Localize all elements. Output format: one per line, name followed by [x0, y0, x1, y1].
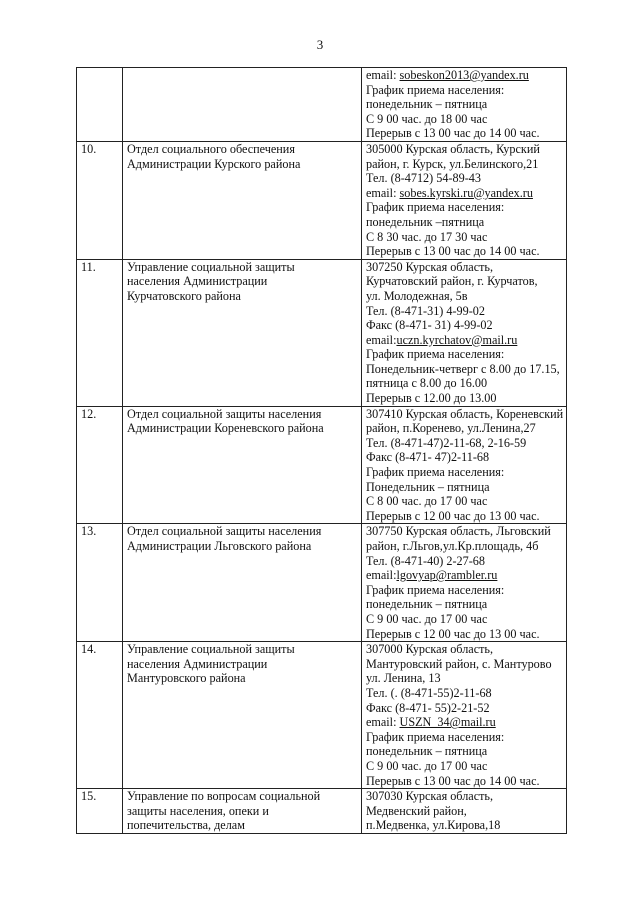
contact-text: email:	[366, 715, 400, 730]
contact-text: ул. Молодежная, 5в	[366, 288, 468, 303]
contact-text: График приема населения:	[366, 200, 505, 215]
contact-text: пятница с 8.00 до 16.00	[366, 376, 488, 391]
organization-name-line: Отдел социальной защиты населения	[127, 406, 322, 421]
contact-line	[366, 142, 563, 157]
contact-line	[366, 244, 563, 259]
contact-text: район, п.Коренево, ул.Ленина,27	[366, 421, 536, 436]
contact-line	[366, 230, 563, 245]
organization-name	[123, 68, 362, 142]
contact-line	[366, 627, 563, 642]
contact-text: С 9 00 час. до 18 00 час	[366, 111, 488, 126]
contact-line	[366, 289, 563, 304]
contact-text: Понедельник-четверг с 8.00 до 17.15,	[366, 361, 560, 376]
contact-details	[362, 406, 567, 524]
contact-text: 307030 Курская область,	[366, 789, 494, 804]
organization-name-line: Управление по вопросам социальной	[127, 789, 321, 804]
contact-text: район, г. Курск, ул.Белинского,21	[366, 156, 539, 171]
contact-line	[366, 450, 563, 465]
row-number: 12.	[77, 406, 123, 524]
contact-text: п.Медвенка, ул.Кирова,18	[366, 818, 501, 833]
contact-text: Перерыв с 13 00 час до 14 00 час.	[366, 126, 540, 141]
contact-text: Тел. (8-471-40) 2-27-68	[366, 553, 485, 568]
organization-name-line: Управление социальной защиты	[127, 642, 295, 657]
contact-line	[366, 126, 563, 141]
row-number: 14.	[77, 642, 123, 789]
contact-text: 307000 Курская область,	[366, 642, 494, 657]
contact-line	[366, 657, 563, 672]
contact-line	[366, 774, 563, 789]
contact-line	[366, 759, 563, 774]
contact-line	[366, 568, 563, 583]
contact-line	[366, 715, 563, 730]
contact-details	[362, 642, 567, 789]
contact-text: ул. Ленина, 13	[366, 671, 441, 686]
contact-line	[366, 391, 563, 406]
contact-text: Медвенский район,	[366, 803, 467, 818]
contact-text: С 9 00 час. до 17 00 час	[366, 611, 488, 626]
contact-text: Тел. (8-471-47)2-11-68, 2-16-59	[366, 435, 527, 450]
organization-name	[123, 141, 362, 259]
contact-text: email:	[366, 185, 400, 200]
contact-text: С 8 00 час. до 17 00 час	[366, 494, 488, 509]
organization-name-line: Администрации Курского района	[127, 156, 301, 171]
contact-line	[366, 376, 563, 391]
contacts-table	[76, 67, 567, 834]
table-row	[77, 406, 567, 524]
row-number: 13.	[77, 524, 123, 642]
organization-name	[123, 642, 362, 789]
contact-text: Факс (8-471- 31) 4-99-02	[366, 318, 493, 333]
row-number	[77, 68, 123, 142]
contact-text: Тел. (8-4712) 54-89-43	[366, 171, 481, 186]
contact-line	[366, 318, 563, 333]
row-number: 11.	[77, 259, 123, 406]
organization-name-line: Администрации Льговского района	[127, 539, 312, 553]
contact-details	[362, 141, 567, 259]
contact-details	[362, 259, 567, 406]
table-row	[77, 68, 567, 142]
email-link[interactable]: sobeskon2013@yandex.ru	[399, 68, 529, 82]
contact-line	[366, 186, 563, 201]
organization-name	[123, 259, 362, 406]
organization-name-line: населения Администрации	[127, 656, 268, 671]
table-row	[77, 789, 567, 834]
contact-line	[366, 171, 563, 186]
contact-text: График приема населения:	[366, 347, 505, 362]
contact-text: 307410 Курская область, Кореневский	[366, 406, 564, 421]
contact-line	[366, 112, 563, 127]
contact-line	[366, 671, 563, 686]
contact-text: 305000 Курская область, Курский	[366, 141, 540, 156]
contact-line	[366, 157, 563, 172]
contact-text: Понедельник – пятница	[366, 479, 490, 494]
contact-line	[366, 539, 563, 554]
contact-text: 307250 Курская область,	[366, 259, 494, 274]
contact-text: Тел. (8-471-31) 4-99-02	[366, 303, 485, 318]
row-number: 15.	[77, 789, 123, 834]
contact-text: Курчатовский район, г. Курчатов,	[366, 274, 538, 289]
contact-line	[366, 465, 563, 480]
contact-line	[366, 200, 563, 215]
contact-text: С 9 00 час. до 17 00 час	[366, 758, 488, 773]
contact-details	[362, 789, 567, 834]
contact-line	[366, 304, 563, 319]
page-number: 3	[316, 37, 324, 52]
table-row	[77, 141, 567, 259]
contact-text: График приема населения:	[366, 729, 505, 744]
organization-name-line: Отдел социального обеспечения	[127, 141, 295, 156]
contact-text: email:	[366, 568, 397, 583]
contact-line	[366, 612, 563, 627]
contact-line	[366, 407, 563, 422]
contact-text: понедельник – пятница	[366, 97, 488, 112]
email-link[interactable]: uczn.kyrchatov@mail.ru	[396, 332, 518, 347]
contact-text: С 8 30 час. до 17 30 час	[366, 229, 488, 244]
contact-line	[366, 642, 563, 657]
organization-name-line: Администрации Кореневского района	[127, 421, 324, 436]
contact-line	[366, 509, 563, 524]
contact-text: Перерыв с 13 00 час до 14 00 час.	[366, 773, 540, 788]
contact-line	[366, 494, 563, 509]
contact-text: 307750 Курская область, Льговский	[366, 524, 551, 539]
contact-line	[366, 744, 563, 759]
contact-line	[366, 347, 563, 362]
contact-text: График приема населения:	[366, 82, 505, 97]
email-link[interactable]: sobes.kyrski.ru@yandex.ru	[399, 185, 533, 200]
organization-name-line: попечительства, делам	[127, 818, 245, 833]
contact-text: email:	[366, 68, 400, 82]
contact-line	[366, 421, 563, 436]
contact-line	[366, 804, 563, 819]
contact-line	[366, 97, 563, 112]
organization-name-line: защиты населения, опеки и	[127, 803, 269, 818]
organization-name	[123, 789, 362, 834]
contact-text: понедельник –пятница	[366, 214, 485, 229]
contact-text: Перерыв с 12 00 час до 13 00 час.	[366, 508, 540, 523]
contact-text: Факс (8-471- 47)2-11-68	[366, 450, 490, 465]
contact-line	[366, 686, 563, 701]
contact-text: Перерыв с 12.00 до 13.00	[366, 391, 497, 406]
contact-text: Факс (8-471- 55)2-21-52	[366, 700, 490, 715]
table-row	[77, 524, 567, 642]
contact-line	[366, 818, 563, 833]
contact-line	[366, 274, 563, 289]
contact-line	[366, 362, 563, 377]
contact-line	[366, 701, 563, 716]
contact-line	[366, 730, 563, 745]
contact-text: Перерыв с 13 00 час до 14 00 час.	[366, 244, 540, 259]
contact-line	[366, 83, 563, 98]
table-row	[77, 642, 567, 789]
email-link[interactable]: lgovyap@rambler.ru	[396, 568, 498, 583]
row-number: 10.	[77, 141, 123, 259]
contact-line	[366, 597, 563, 612]
organization-name	[123, 524, 362, 642]
contact-line	[366, 260, 563, 275]
contact-details	[362, 68, 567, 142]
contact-text: понедельник – пятница	[366, 597, 488, 612]
contact-line	[366, 436, 563, 451]
contact-text: Перерыв с 12 00 час до 13 00 час.	[366, 626, 540, 641]
contact-line	[366, 554, 563, 569]
organization-name-line: Управление социальной защиты	[127, 259, 295, 274]
contact-details	[362, 524, 567, 642]
organization-name-line: населения Администрации	[127, 274, 268, 289]
contact-line	[366, 480, 563, 495]
contact-line	[366, 789, 563, 804]
organization-name-line: Курчатовского района	[127, 288, 241, 303]
contact-text: График приема населения:	[366, 582, 505, 597]
contact-text: email:	[366, 332, 397, 347]
contact-line	[366, 68, 563, 83]
contact-line	[366, 583, 563, 598]
contact-text: Мантуровский район, с. Мантурово	[366, 656, 552, 671]
contact-text: Тел. (. (8-471-55)2-11-68	[366, 685, 492, 700]
email-link[interactable]: USZN_34@mail.ru	[399, 715, 496, 730]
contact-text: район, г.Льгов,ул.Кр.площадь, 4б	[366, 539, 539, 553]
organization-name-line: Мантуровского района	[127, 671, 246, 686]
contact-text: понедельник – пятница	[366, 744, 488, 759]
contact-line	[366, 524, 563, 539]
organization-name-line: Отдел социальной защиты населения	[127, 524, 322, 539]
contact-line	[366, 215, 563, 230]
contact-line	[366, 333, 563, 348]
table-row	[77, 259, 567, 406]
table-body	[77, 68, 567, 834]
organization-name	[123, 406, 362, 524]
contact-text: График приема населения:	[366, 465, 505, 480]
